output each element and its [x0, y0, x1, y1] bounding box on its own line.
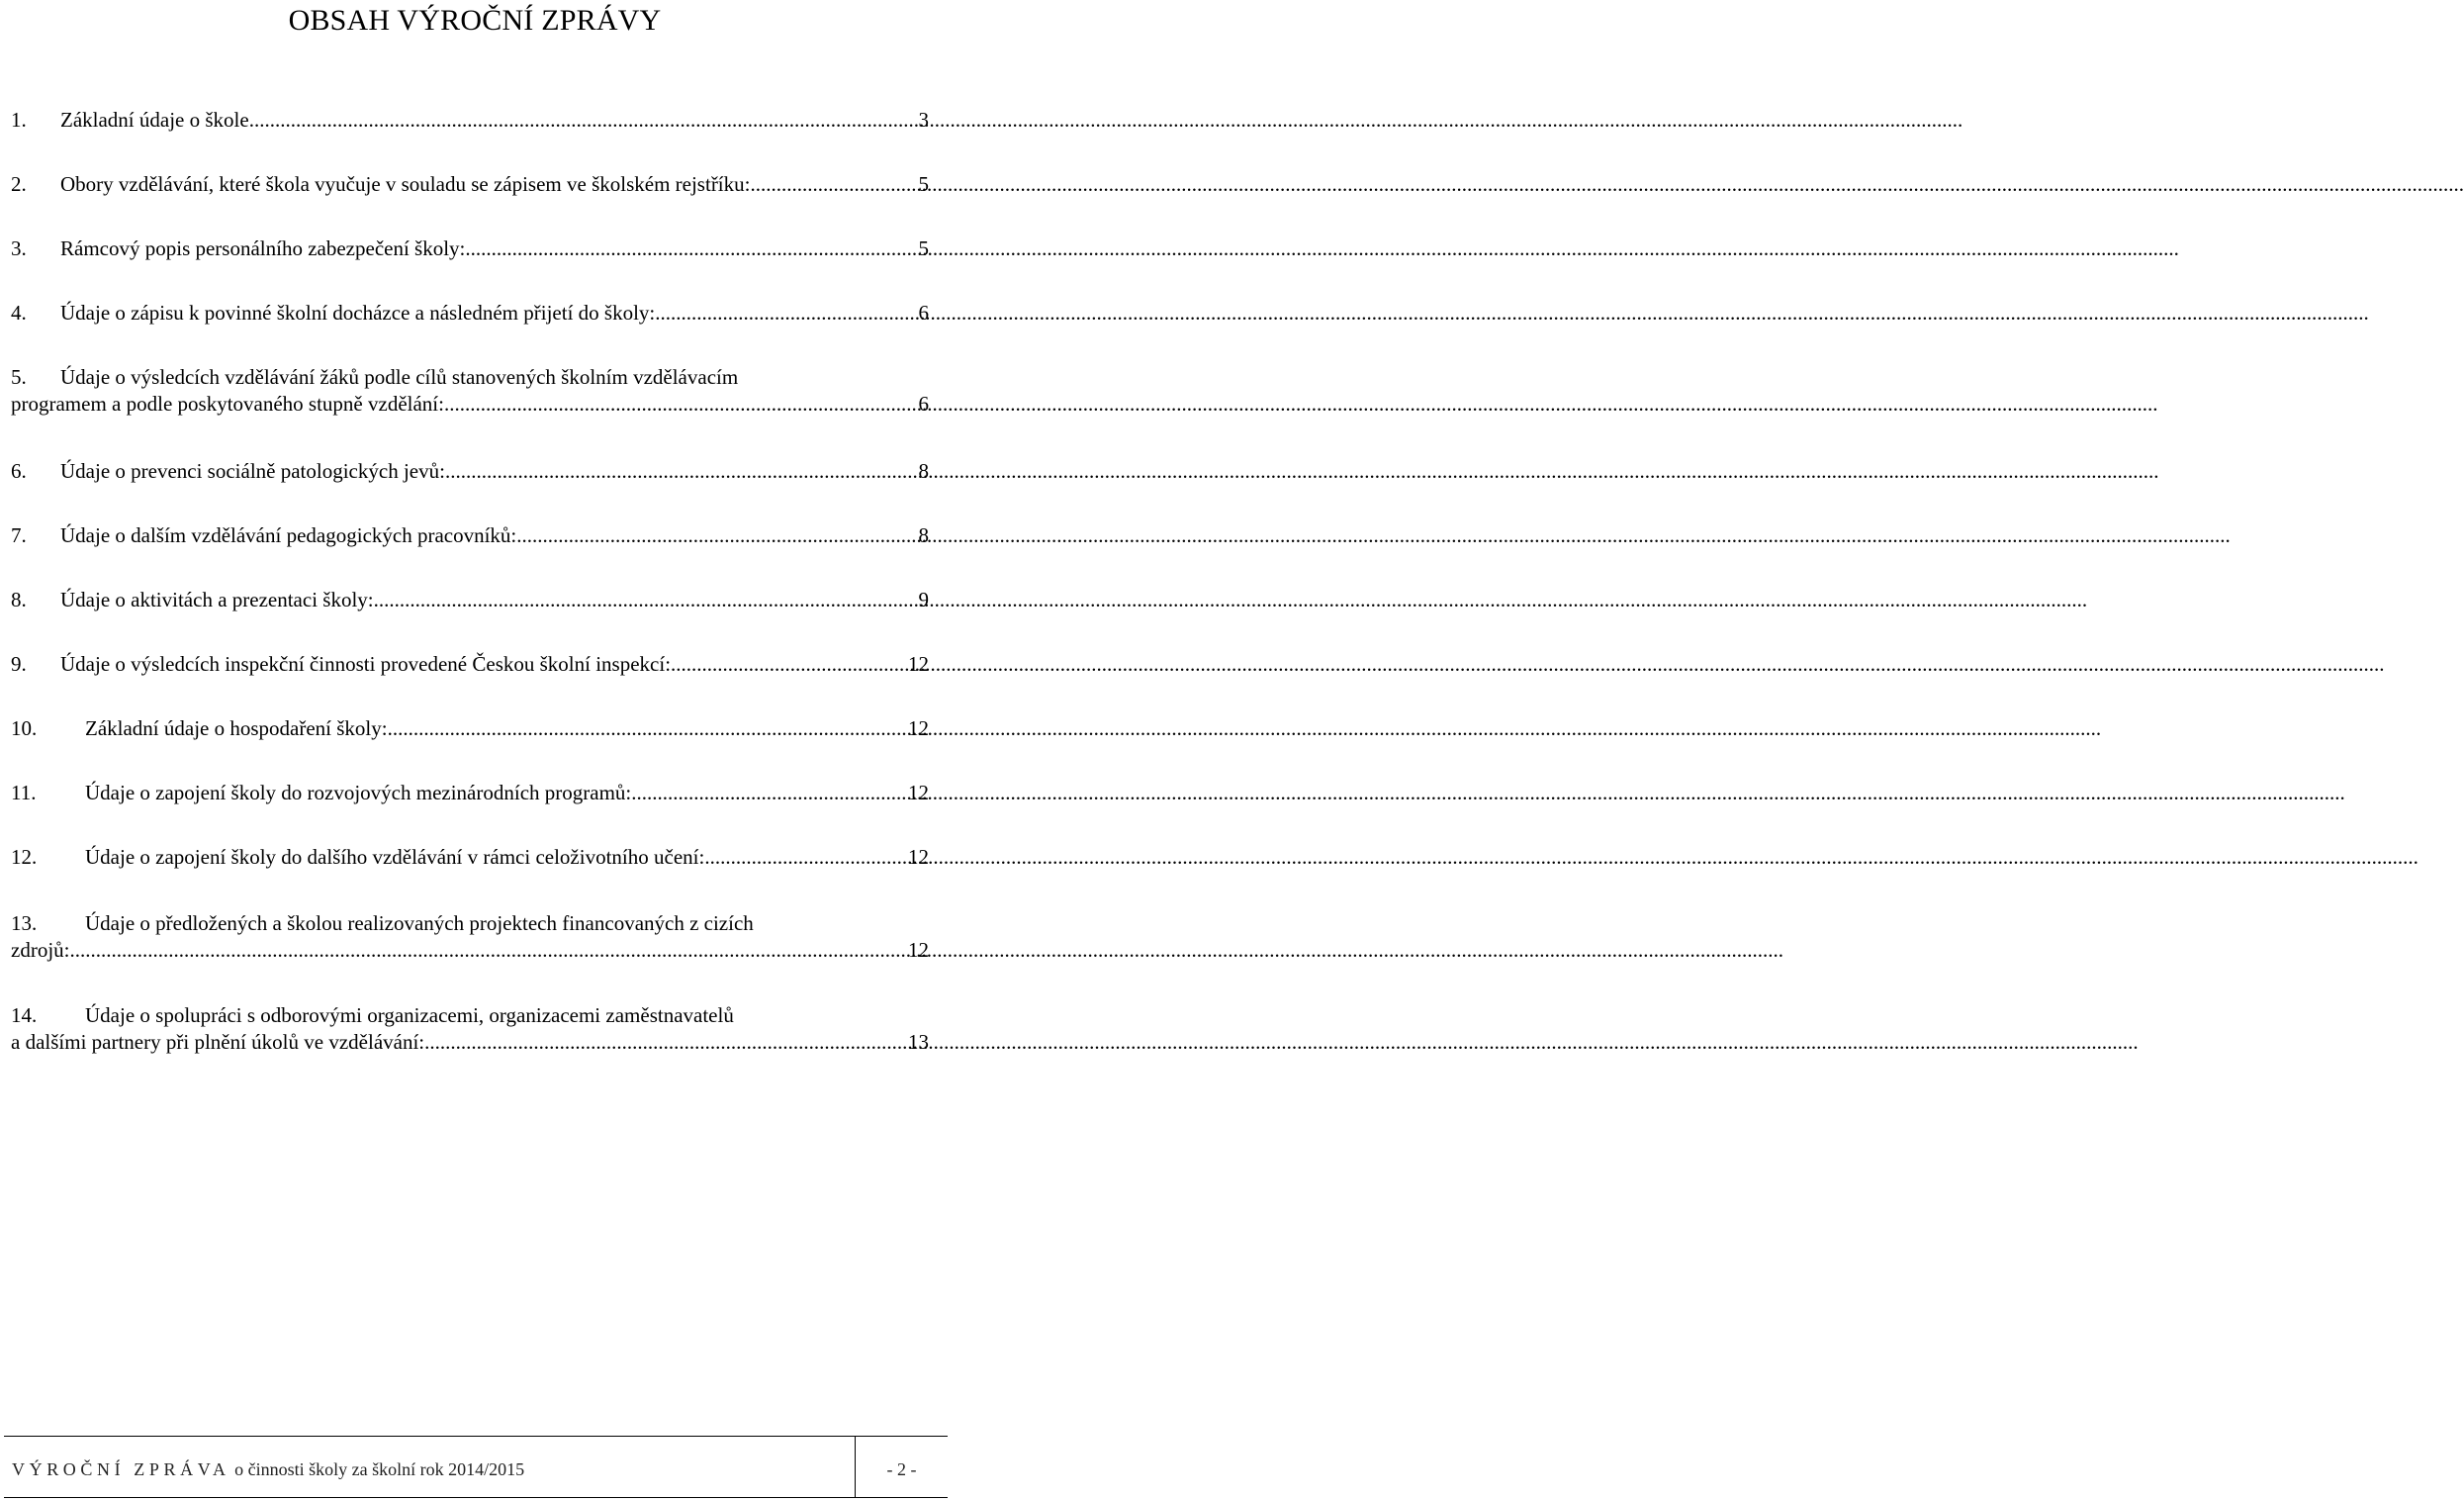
toc-entry[interactable]	[11, 587, 929, 613]
toc-page-number: 12	[908, 652, 929, 676]
toc-dot-leader	[671, 651, 903, 678]
toc-title: zdrojů:	[11, 938, 70, 962]
toc-entry[interactable]	[11, 235, 929, 262]
toc-page-number: 12	[908, 716, 929, 740]
toc-line	[11, 1002, 929, 1029]
toc-title: Údaje o zápisu k povinné školní docházce a následném přijetí do školy:	[60, 301, 656, 325]
toc-page-number: 5	[918, 236, 929, 260]
toc-number: 13.	[11, 911, 38, 935]
toc-line	[11, 844, 929, 871]
toc-number: 5.	[11, 365, 27, 389]
toc-dot-leader	[631, 780, 903, 806]
toc-page-number: 8	[918, 523, 929, 547]
footer-spaced-title: VÝROČNÍ ZPRÁVA	[12, 1459, 230, 1479]
toc-title: programem a podle poskytovaného stupně vzdělání:	[11, 392, 444, 416]
toc-entry[interactable]	[11, 458, 929, 485]
toc-page-number: 6	[918, 301, 929, 325]
toc-dot-leader	[516, 522, 913, 549]
toc-page-number: 9	[918, 588, 929, 611]
toc-dot-leader	[424, 1029, 903, 1056]
toc-title: Základní údaje o hospodaření školy:	[85, 716, 388, 740]
toc-entry[interactable]	[11, 171, 929, 198]
toc-dot-leader	[444, 391, 914, 418]
toc-title: Obory vzdělávání, které škola vyučuje v souladu se zápisem ve školském rejstříku:	[60, 172, 751, 196]
toc-number: 12.	[11, 845, 38, 869]
toc-number: 7.	[11, 523, 27, 547]
toc-entry[interactable]	[11, 1002, 929, 1056]
toc-entry[interactable]	[11, 910, 929, 964]
toc-number: 11.	[11, 781, 37, 804]
toc-dot-leader	[655, 300, 913, 327]
toc-page-number: 12	[908, 781, 929, 804]
toc-line	[11, 910, 929, 937]
toc-entry[interactable]	[11, 651, 929, 678]
toc-page-number: 12	[908, 938, 929, 962]
toc-dot-leader	[249, 107, 914, 134]
toc-number: 1.	[11, 108, 27, 132]
toc-number: 14.	[11, 1003, 38, 1027]
page-title: OBSAH VÝROČNÍ ZPRÁVY	[288, 4, 662, 37]
toc-line	[11, 522, 929, 549]
toc-title: Údaje o aktivitách a prezentaci školy:	[60, 588, 374, 611]
toc-title: Základní údaje o škole	[60, 108, 249, 132]
toc-title: Údaje o výsledcích inspekční činnosti provedené Českou školní inspekcí:	[60, 652, 672, 676]
toc-entry[interactable]	[11, 300, 929, 327]
toc-line	[11, 937, 929, 964]
toc-title: Údaje o zapojení školy do dalšího vzdělávání v rámci celoživotního učení:	[85, 845, 705, 869]
toc-page-number: 8	[918, 459, 929, 483]
toc-page-number: 6	[918, 392, 929, 416]
toc-dot-leader	[465, 235, 913, 262]
toc-page-number: 3	[918, 108, 929, 132]
toc-number: 3.	[11, 236, 27, 260]
toc-line	[11, 107, 929, 134]
toc-line	[11, 458, 929, 485]
toc-page-number: 12	[908, 845, 929, 869]
toc-page-number: 13	[908, 1030, 929, 1054]
toc-entry[interactable]	[11, 715, 929, 742]
toc-title: a dalšími partnery při plnění úkolů ve vzdělávání:	[11, 1030, 425, 1054]
toc-line	[11, 780, 929, 806]
toc-dot-leader	[69, 937, 903, 964]
toc-line	[11, 587, 929, 613]
toc-line	[11, 300, 929, 327]
toc-number: 10.	[11, 716, 38, 740]
toc-line	[11, 651, 929, 678]
footer-report-name	[12, 1457, 524, 1481]
toc-title: Údaje o zapojení školy do rozvojových mezinárodních programů:	[85, 781, 632, 804]
toc-title: Údaje o předložených a školou realizovaných projektech financovaných z cizích	[85, 911, 754, 935]
toc-line	[11, 391, 929, 418]
toc-entry[interactable]	[11, 780, 929, 806]
toc-title: Údaje o dalším vzdělávání pedagogických pracovníků:	[60, 523, 517, 547]
toc-dot-leader	[445, 458, 914, 485]
toc-dot-leader	[704, 844, 903, 871]
toc-number: 6.	[11, 459, 27, 483]
toc-number: 9.	[11, 652, 27, 676]
toc-line	[11, 1029, 929, 1056]
toc-number: 4.	[11, 301, 27, 325]
toc-title: Rámcový popis personálního zabezpečení školy:	[60, 236, 466, 260]
footer-page-number: - 2 -	[886, 1459, 917, 1479]
toc-title: Údaje o spolupráci s odborovými organizacemi, organizacemi zaměstnavatelů	[85, 1003, 734, 1027]
toc-dot-leader	[750, 171, 913, 198]
toc-page-number: 5	[918, 172, 929, 196]
toc-entry[interactable]	[11, 844, 929, 871]
toc-title: Údaje o prevenci sociálně patologických jevů:	[60, 459, 445, 483]
toc-number: 8.	[11, 588, 27, 611]
toc-line	[11, 364, 929, 391]
page-footer	[4, 1436, 948, 1498]
toc-number: 2.	[11, 172, 27, 196]
toc-entry[interactable]	[11, 364, 929, 418]
toc-entry[interactable]	[11, 107, 929, 134]
toc-line	[11, 171, 929, 198]
footer-subtitle: o činnosti školy za školní rok 2014/2015	[234, 1459, 525, 1479]
toc-entry[interactable]	[11, 522, 929, 549]
toc-dot-leader	[374, 587, 914, 613]
toc-dot-leader	[388, 715, 903, 742]
toc-line	[11, 715, 929, 742]
toc-line	[11, 235, 929, 262]
toc-title: Údaje o výsledcích vzdělávání žáků podle cílů stanovených školním vzdělávacím	[60, 365, 739, 389]
